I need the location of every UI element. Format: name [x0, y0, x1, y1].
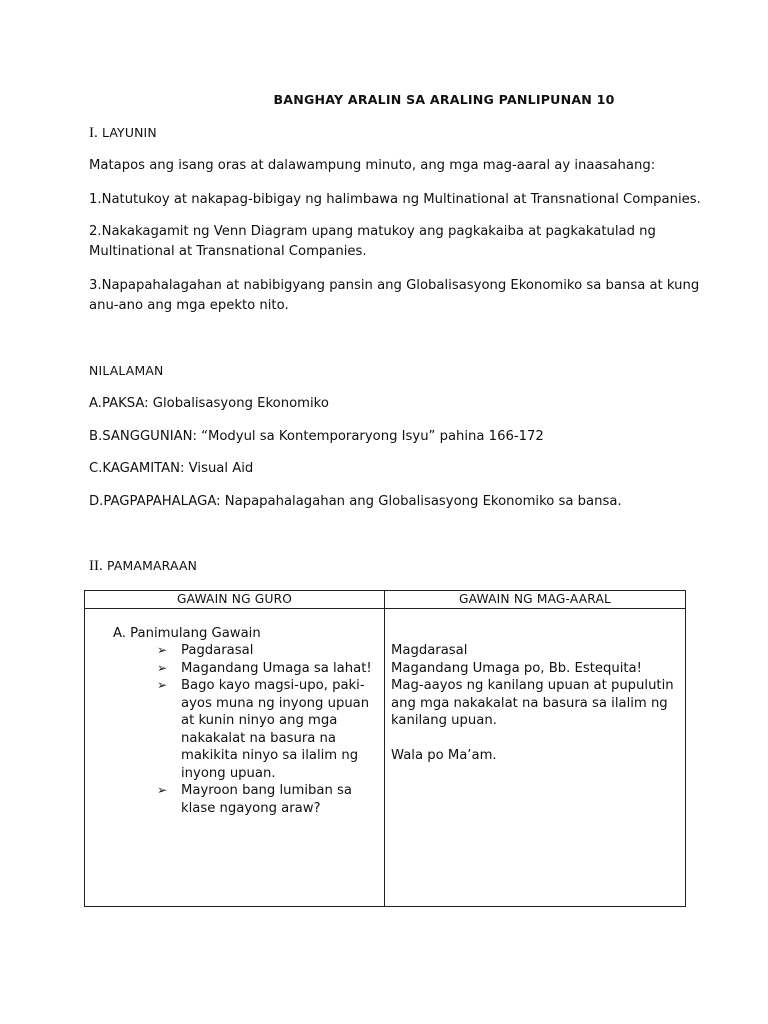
item-label: A.PAKSA:: [89, 396, 149, 411]
section-label: PAMAMARAAN: [106, 558, 198, 573]
intro-text: Matapos ang isang oras at dalawampung minuto, ang mga mag-aaral ay inaasahang:: [89, 158, 656, 173]
student-response-block: [391, 642, 687, 765]
item-value: “Modyul sa Kontemporaryong Isyu” pahina 166-172: [196, 429, 544, 444]
cell-guro: [85, 609, 385, 907]
arrow-bullet-icon: ➢: [157, 643, 168, 657]
nilalaman-item-kagamitan: [89, 459, 253, 479]
bullet-text: Magandang Umaga sa lahat!: [181, 660, 372, 676]
roman-numeral: I.: [89, 125, 98, 141]
list-item: [157, 677, 379, 782]
panimulang-gawain-label: A. Panimulang Gawain: [113, 626, 261, 641]
arrow-bullet-icon: ➢: [157, 783, 168, 797]
nilalaman-heading: NILALAMAN: [89, 363, 164, 378]
list-item: [157, 782, 379, 817]
section-heading-pamamaraan: [89, 556, 197, 577]
header-guro: GAWAIN NG GURO: [85, 591, 385, 609]
item-value: Globalisasyong Ekonomiko: [148, 396, 329, 411]
section-heading-layunin: [89, 123, 157, 144]
item-label: D.PAGPAPAHALAGA:: [89, 494, 221, 509]
item-label: B.SANGGUNIAN:: [89, 429, 197, 444]
response-line: Mag-aayos ng kanilang upuan at pupulutin ang mga nakakalat na basura sa ilalim ng kanilang upuan.: [391, 678, 674, 728]
list-item: [157, 660, 379, 678]
arrow-bullet-icon: ➢: [157, 660, 168, 675]
objective-2: 2.Nakakagamit ng Venn Diagram upang matukoy ang pagkakaiba at pagkakatulad ng: [89, 224, 656, 239]
response-line: [391, 730, 687, 748]
response-line: Wala po Ma’am.: [391, 748, 497, 763]
objective-3: 3.Napapahalagahan at nabibigyang pansin ang Globalisasyong Ekonomiko sa bansa at kung: [89, 278, 700, 293]
arrow-bullet-icon: ➢: [157, 678, 168, 692]
response-line: Magdarasal: [391, 643, 468, 658]
table-row: [85, 609, 686, 907]
bullet-text: Mayroon bang lumiban sa klase ngayong araw?: [181, 783, 352, 816]
item-label: C.KAGAMITAN:: [89, 461, 185, 476]
response-line: Magandang Umaga po, Bb. Estequita!: [391, 660, 642, 676]
objective-2-cont: Multinational at Transnational Companies.: [89, 244, 367, 259]
cell-mag-aaral: [385, 609, 686, 907]
bullet-text: Bago kayo magsi-upo, paki-ayos muna ng inyong upuan at kunin ninyo ang mga nakakalat na basura na makikita ninyo sa ilalim ng inyong upuan.: [181, 678, 370, 781]
roman-numeral: II.: [89, 558, 103, 574]
item-value: Napapahalagahan ang Globalisasyong Ekonomiko sa bansa.: [220, 494, 622, 509]
teacher-bullet-list: [157, 642, 379, 817]
nilalaman-item-sanggunian: [89, 427, 544, 447]
item-value: Visual Aid: [184, 461, 254, 476]
objective-3-cont: anu-ano ang mga epekto nito.: [89, 298, 289, 313]
bullet-text: Pagdarasal: [181, 643, 254, 658]
nilalaman-item-paksa: [89, 394, 329, 414]
header-mag-aaral: GAWAIN NG MAG-AARAL: [385, 591, 686, 609]
document-title: BANGHAY ARALIN SA ARALING PANLIPUNAN 10: [273, 92, 615, 107]
lesson-plan-table: [84, 590, 686, 907]
list-item: [157, 642, 379, 660]
nilalaman-item-pagpapahalaga: [89, 492, 622, 512]
objective-1: 1.Natutukoy at nakapag-bibigay ng halimbawa ng Multinational at Transnational Companies.: [89, 192, 701, 207]
table-header-row: [85, 591, 686, 609]
section-label: LAYUNIN: [101, 125, 157, 140]
